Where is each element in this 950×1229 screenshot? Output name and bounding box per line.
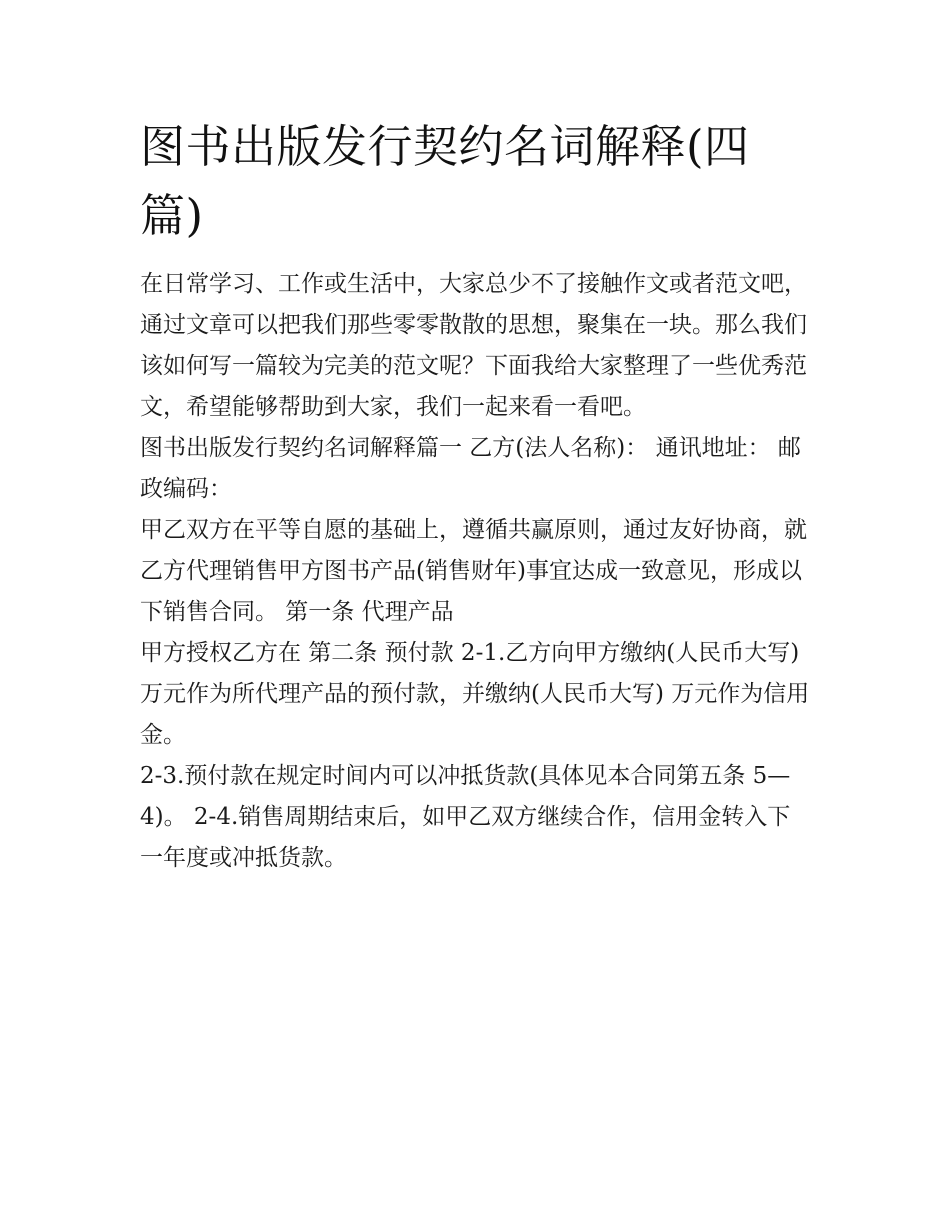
- document-body: [140, 112, 812, 879]
- party-info-paragraph: 图书出版发行契约名词解释篇一 乙方(法人名称)： 通讯地址： 邮政编码：: [140, 435, 801, 502]
- agreement-paragraph: 甲乙双方在平等自愿的基础上，遵循共赢原则，通过友好协商，就乙方代理销售甲方图书产品(销售财年)事宜达成一致意见，形成以下销售合同。 第一条 代理产品: [140, 517, 807, 625]
- document-title: 图书出版发行契约名词解释(四篇): [140, 120, 750, 242]
- intro-paragraph: 在日常学习、工作或生活中，大家总少不了接触作文或者范文吧，通过文章可以把我们那些零零散散的思想，聚集在一块。那么我们该如何写一篇较为完美的范文呢？下面我给大家整理了一些优秀范文，希望能够帮助到大家，我们一起来看一看吧。: [140, 271, 807, 420]
- offset-paragraph: 2-3.预付款在规定时间内可以冲抵货款(具体见本合同第五条 5—4)。 2-4.销售周期结束后，如甲乙双方继续合作，信用金转入下一年度或冲抵货款。: [140, 763, 791, 871]
- prepayment-paragraph: 甲方授权乙方在 第二条 预付款 2-1.乙方向甲方缴纳(人民币大写) 万元作为所代理产品的预付款，并缴纳(人民币大写) 万元作为信用金。: [140, 640, 810, 748]
